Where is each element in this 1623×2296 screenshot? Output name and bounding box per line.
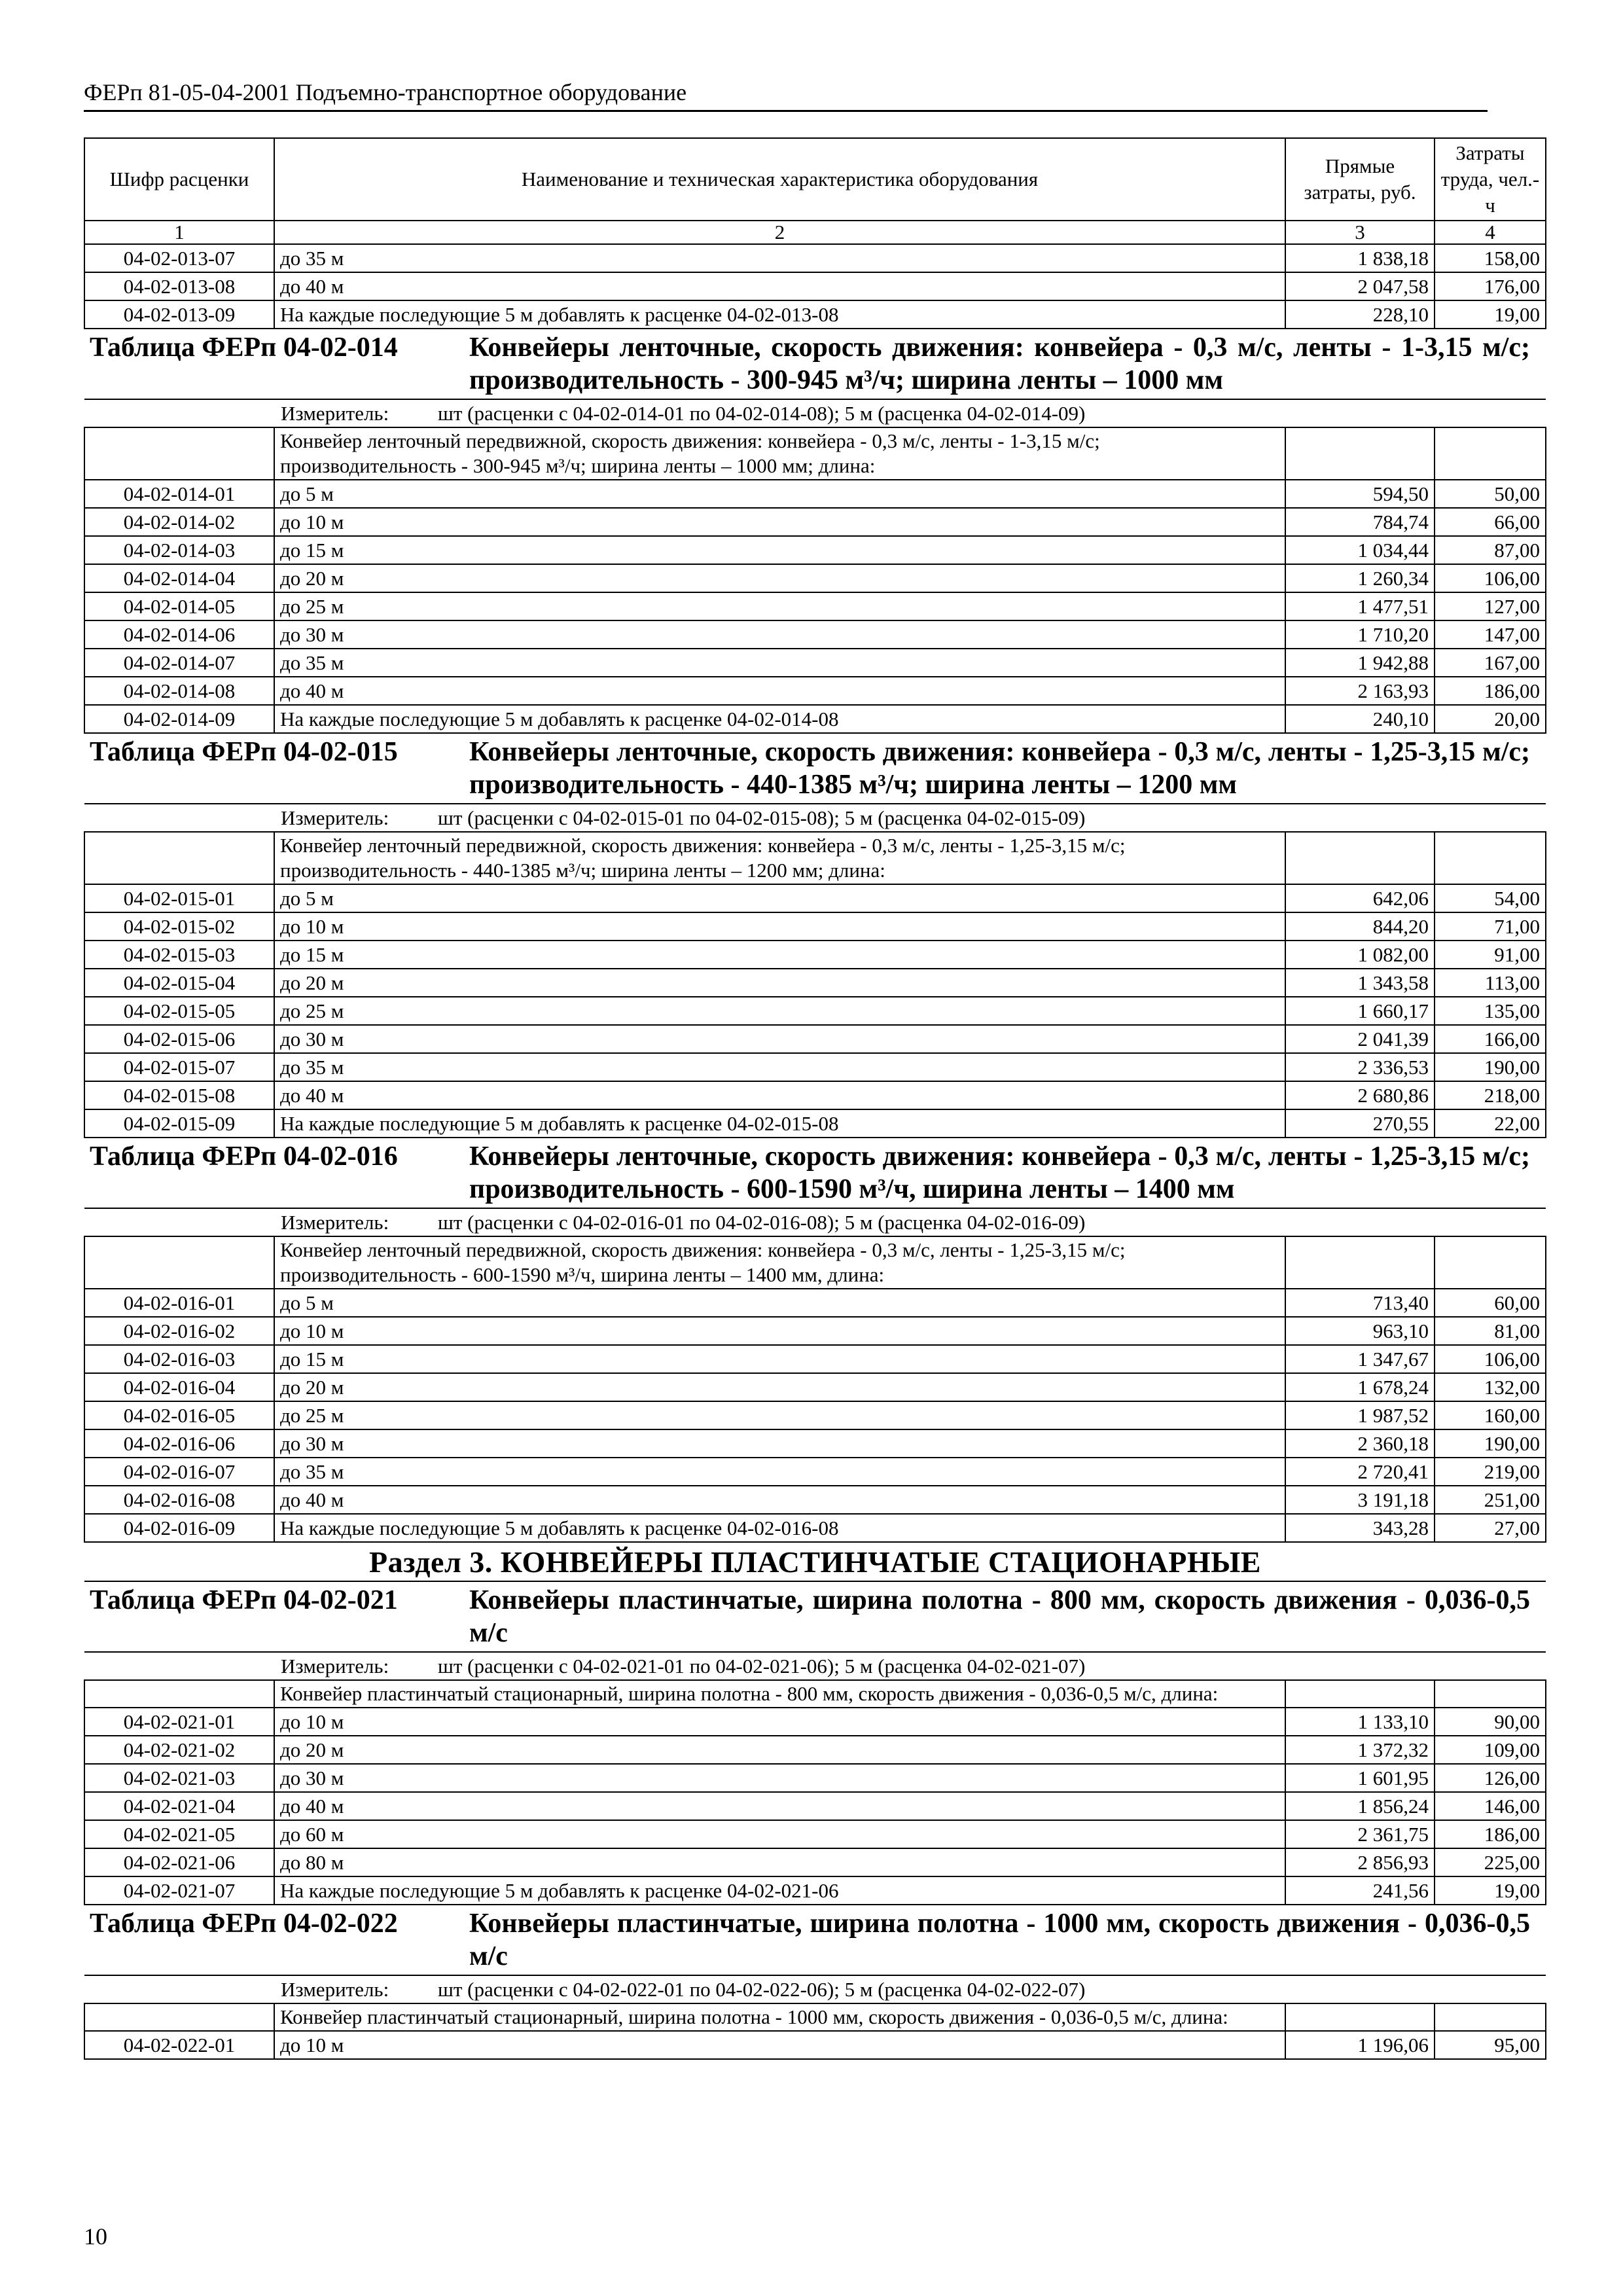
rate-code: 04-02-014-07 bbox=[84, 649, 274, 677]
table-title-row bbox=[84, 1581, 1546, 1652]
table-row bbox=[84, 1373, 1546, 1401]
labor-cost: 106,00 bbox=[1435, 564, 1546, 592]
running-header: ФЕРп 81-05-04-2001 Подъемно-транспортное оборудование bbox=[84, 77, 1488, 112]
labor-cost: 147,00 bbox=[1435, 620, 1546, 649]
measure-cell bbox=[84, 399, 1546, 427]
table-row bbox=[84, 969, 1546, 997]
measure-label: Измеритель: bbox=[281, 402, 389, 425]
labor-cost: 190,00 bbox=[1435, 1053, 1546, 1081]
direct-cost: 2 163,93 bbox=[1285, 677, 1435, 705]
measure-row bbox=[84, 1975, 1546, 2003]
table-row bbox=[84, 1429, 1546, 1458]
equipment-caption: Конвейер пластинчатый стационарный, ширина полотна - 800 мм, скорость движения - 0,036-0,5 м/с, длина: bbox=[274, 1680, 1285, 1708]
rate-code: 04-02-014-04 bbox=[84, 564, 274, 592]
equipment-caption: Конвейер пластинчатый стационарный, ширина полотна - 1000 мм, скорость движения - 0,036-0,5 м/с, длина: bbox=[274, 2003, 1285, 2031]
labor-cost: 186,00 bbox=[1435, 677, 1546, 705]
labor-cost: 71,00 bbox=[1435, 912, 1546, 941]
table-title: Конвейеры пластинчатые, ширина полотна - 1000 мм, скорость движения - 0,036-0,5 м/с bbox=[469, 1909, 1530, 1971]
labor-cost: 54,00 bbox=[1435, 884, 1546, 912]
direct-cost: 1 987,52 bbox=[1285, 1401, 1435, 1429]
labor-cost: 91,00 bbox=[1435, 941, 1546, 969]
table-title-row bbox=[84, 329, 1546, 399]
labor-cost: 160,00 bbox=[1435, 1401, 1546, 1429]
measure-cell bbox=[84, 1208, 1546, 1236]
measure-cell bbox=[84, 804, 1546, 832]
table-title: Конвейеры пластинчатые, ширина полотна - 800 мм, скорость движения - 0,036-0,5 м/с bbox=[469, 1585, 1530, 1648]
direct-cost: 1 260,34 bbox=[1285, 564, 1435, 592]
caption-empty-cell bbox=[84, 2003, 274, 2031]
table-row bbox=[84, 1053, 1546, 1081]
rate-code: 04-02-014-02 bbox=[84, 508, 274, 536]
table-row bbox=[84, 1514, 1546, 1542]
rate-description: до 20 м bbox=[274, 1373, 1285, 1401]
direct-cost: 1 196,06 bbox=[1285, 2031, 1435, 2059]
rate-description: до 10 м bbox=[274, 912, 1285, 941]
table-row bbox=[84, 677, 1546, 705]
rate-description: На каждые последующие 5 м добавлять к расценке 04-02-013-08 bbox=[274, 300, 1285, 329]
section-title: Раздел 3. КОНВЕЙЕРЫ ПЛАСТИНЧАТЫЕ СТАЦИОНАРНЫЕ bbox=[84, 1542, 1546, 1581]
caption-row bbox=[84, 427, 1546, 480]
column-number-row bbox=[84, 221, 1546, 244]
section-heading-row bbox=[84, 1542, 1546, 1581]
column-number-1: 1 bbox=[84, 221, 274, 244]
labor-cost: 132,00 bbox=[1435, 1373, 1546, 1401]
table-title-grid bbox=[90, 736, 1541, 801]
direct-cost: 2 856,93 bbox=[1285, 1848, 1435, 1876]
labor-cost: 19,00 bbox=[1435, 1876, 1546, 1905]
table-title-grid bbox=[90, 1140, 1541, 1206]
rate-description: до 20 м bbox=[274, 969, 1285, 997]
rate-code: 04-02-015-01 bbox=[84, 884, 274, 912]
direct-cost: 3 191,18 bbox=[1285, 1486, 1435, 1514]
rate-description: до 25 м bbox=[274, 592, 1285, 620]
measure-value: шт (расценки с 04-02-022-01 по 04-02-022-06); 5 м (расценка 04-02-022-07) bbox=[438, 1978, 1086, 2001]
rate-code: 04-02-015-08 bbox=[84, 1081, 274, 1109]
measure-row bbox=[84, 399, 1546, 427]
direct-cost: 963,10 bbox=[1285, 1317, 1435, 1345]
page-number: 10 bbox=[84, 2223, 107, 2250]
measure-row bbox=[84, 1652, 1546, 1680]
labor-cost: 126,00 bbox=[1435, 1764, 1546, 1792]
table-row bbox=[84, 1876, 1546, 1905]
measure-row bbox=[84, 1208, 1546, 1236]
table-row bbox=[84, 1289, 1546, 1317]
equipment-caption: Конвейер ленточный передвижной, скорость движения: конвейера - 0,3 м/с, ленты - 1,25-3,15 м/с; производительность - 440-1385 м³/ч; ширина ленты – 1200 мм; длина: bbox=[274, 832, 1285, 884]
rate-description: до 30 м bbox=[274, 1429, 1285, 1458]
column-header-name: Наименование и техническая характеристика оборудования bbox=[274, 138, 1285, 221]
rate-code: 04-02-021-01 bbox=[84, 1708, 274, 1736]
table-row bbox=[84, 1764, 1546, 1792]
rate-code: 04-02-016-02 bbox=[84, 1317, 274, 1345]
rate-code: 04-02-015-05 bbox=[84, 997, 274, 1025]
labor-cost: 146,00 bbox=[1435, 1792, 1546, 1820]
direct-cost: 1 856,24 bbox=[1285, 1792, 1435, 1820]
direct-cost: 240,10 bbox=[1285, 705, 1435, 733]
table-title: Конвейеры ленточные, скорость движения: конвейера - 0,3 м/с, ленты - 1-3,15 м/с; производительность - 300-945 м³/ч; ширина ленты – 1000 мм bbox=[469, 332, 1530, 395]
labor-cost: 90,00 bbox=[1435, 1708, 1546, 1736]
rate-description: до 10 м bbox=[274, 2031, 1285, 2059]
table-row bbox=[84, 1025, 1546, 1053]
caption-row bbox=[84, 832, 1546, 884]
table-title-cell bbox=[84, 1905, 1546, 1975]
labor-cost: 20,00 bbox=[1435, 705, 1546, 733]
rate-description: до 10 м bbox=[274, 1317, 1285, 1345]
rate-description: до 30 м bbox=[274, 1025, 1285, 1053]
labor-cost: 66,00 bbox=[1435, 508, 1546, 536]
direct-cost: 2 360,18 bbox=[1285, 1429, 1435, 1458]
caption-empty-cell bbox=[1285, 1236, 1435, 1289]
direct-cost: 1 034,44 bbox=[1285, 536, 1435, 564]
measure-cell bbox=[84, 1975, 1546, 2003]
direct-cost: 241,56 bbox=[1285, 1876, 1435, 1905]
rate-code: 04-02-022-01 bbox=[84, 2031, 274, 2059]
direct-cost: 1 710,20 bbox=[1285, 620, 1435, 649]
direct-cost: 784,74 bbox=[1285, 508, 1435, 536]
rate-description: до 15 м bbox=[274, 536, 1285, 564]
table-row bbox=[84, 1792, 1546, 1820]
labor-cost: 218,00 bbox=[1435, 1081, 1546, 1109]
table-name: Таблица ФЕРп 04-02-015 bbox=[90, 737, 398, 767]
table-row bbox=[84, 272, 1546, 300]
measure-label: Измеритель: bbox=[281, 1655, 389, 1677]
equipment-caption: Конвейер ленточный передвижной, скорость движения: конвейера - 0,3 м/с, ленты - 1,25-3,15 м/с; производительность - 600-1590 м³/ч, ширина ленты – 1400 мм, длина: bbox=[274, 1236, 1285, 1289]
labor-cost: 106,00 bbox=[1435, 1345, 1546, 1373]
direct-cost: 1 343,58 bbox=[1285, 969, 1435, 997]
table-row bbox=[84, 1401, 1546, 1429]
rate-description: до 40 м bbox=[274, 677, 1285, 705]
table-row bbox=[84, 1345, 1546, 1373]
table-row bbox=[84, 997, 1546, 1025]
table-title-cell bbox=[84, 329, 1546, 399]
rate-description: до 20 м bbox=[274, 1736, 1285, 1764]
caption-empty-cell bbox=[1435, 1236, 1546, 1289]
table-name: Таблица ФЕРп 04-02-022 bbox=[90, 1909, 398, 1939]
rate-code: 04-02-021-02 bbox=[84, 1736, 274, 1764]
direct-cost: 1 660,17 bbox=[1285, 997, 1435, 1025]
rate-code: 04-02-021-04 bbox=[84, 1792, 274, 1820]
rate-description: На каждые последующие 5 м добавлять к расценке 04-02-015-08 bbox=[274, 1109, 1285, 1138]
table-name: Таблица ФЕРп 04-02-014 bbox=[90, 332, 398, 363]
table-row bbox=[84, 620, 1546, 649]
direct-cost: 1 838,18 bbox=[1285, 244, 1435, 272]
rate-description: На каждые последующие 5 м добавлять к расценке 04-02-016-08 bbox=[274, 1514, 1285, 1542]
rate-description: до 35 м bbox=[274, 1458, 1285, 1486]
rate-description: до 15 м bbox=[274, 941, 1285, 969]
rate-description: до 35 м bbox=[274, 649, 1285, 677]
rate-description: до 15 м bbox=[274, 1345, 1285, 1373]
table-row bbox=[84, 1820, 1546, 1848]
rate-code: 04-02-014-03 bbox=[84, 536, 274, 564]
column-number-4: 4 bbox=[1435, 221, 1546, 244]
table-row bbox=[84, 508, 1546, 536]
rate-code: 04-02-015-07 bbox=[84, 1053, 274, 1081]
table-title-grid bbox=[90, 1584, 1541, 1649]
labor-cost: 50,00 bbox=[1435, 480, 1546, 508]
labor-cost: 19,00 bbox=[1435, 300, 1546, 329]
rate-code: 04-02-014-01 bbox=[84, 480, 274, 508]
direct-cost: 228,10 bbox=[1285, 300, 1435, 329]
rate-description: до 40 м bbox=[274, 1081, 1285, 1109]
table-title-grid bbox=[90, 331, 1541, 397]
table-row bbox=[84, 592, 1546, 620]
rate-code: 04-02-021-05 bbox=[84, 1820, 274, 1848]
labor-cost: 166,00 bbox=[1435, 1025, 1546, 1053]
rate-description: до 10 м bbox=[274, 508, 1285, 536]
rate-description: до 10 м bbox=[274, 1708, 1285, 1736]
column-header-labor: Затраты труда, чел.-ч bbox=[1435, 138, 1546, 221]
table-row bbox=[84, 649, 1546, 677]
caption-empty-cell bbox=[84, 832, 274, 884]
rate-code: 04-02-014-08 bbox=[84, 677, 274, 705]
direct-cost: 844,20 bbox=[1285, 912, 1435, 941]
labor-cost: 113,00 bbox=[1435, 969, 1546, 997]
column-header-code: Шифр расценки bbox=[84, 138, 274, 221]
direct-cost: 1 133,10 bbox=[1285, 1708, 1435, 1736]
table-row bbox=[84, 480, 1546, 508]
rate-description: до 60 м bbox=[274, 1820, 1285, 1848]
column-number-3: 3 bbox=[1285, 221, 1435, 244]
rate-code: 04-02-013-09 bbox=[84, 300, 274, 329]
measure-label: Измеритель: bbox=[281, 806, 389, 829]
rate-code: 04-02-013-07 bbox=[84, 244, 274, 272]
direct-cost: 2 336,53 bbox=[1285, 1053, 1435, 1081]
table-row bbox=[84, 941, 1546, 969]
rate-code: 04-02-016-04 bbox=[84, 1373, 274, 1401]
rate-code: 04-02-021-03 bbox=[84, 1764, 274, 1792]
table-row bbox=[84, 1317, 1546, 1345]
equipment-caption: Конвейер ленточный передвижной, скорость движения: конвейера - 0,3 м/с, ленты - 1-3,15 м/с; производительность - 300-945 м³/ч; ширина ленты – 1000 мм; длина: bbox=[274, 427, 1285, 480]
direct-cost: 2 680,86 bbox=[1285, 1081, 1435, 1109]
labor-cost: 176,00 bbox=[1435, 272, 1546, 300]
table-title-grid bbox=[90, 1907, 1541, 1973]
rate-code: 04-02-014-06 bbox=[84, 620, 274, 649]
table-name: Таблица ФЕРп 04-02-016 bbox=[90, 1141, 398, 1172]
table-title-cell bbox=[84, 1581, 1546, 1652]
rate-code: 04-02-013-08 bbox=[84, 272, 274, 300]
labor-cost: 186,00 bbox=[1435, 1820, 1546, 1848]
labor-cost: 22,00 bbox=[1435, 1109, 1546, 1138]
table-row bbox=[84, 912, 1546, 941]
direct-cost: 642,06 bbox=[1285, 884, 1435, 912]
labor-cost: 81,00 bbox=[1435, 1317, 1546, 1345]
table-row bbox=[84, 705, 1546, 733]
labor-cost: 167,00 bbox=[1435, 649, 1546, 677]
caption-empty-cell bbox=[1285, 427, 1435, 480]
rate-description: На каждые последующие 5 м добавлять к расценке 04-02-014-08 bbox=[274, 705, 1285, 733]
table-row bbox=[84, 1708, 1546, 1736]
labor-cost: 251,00 bbox=[1435, 1486, 1546, 1514]
rate-code: 04-02-014-09 bbox=[84, 705, 274, 733]
caption-empty-cell bbox=[84, 1680, 274, 1708]
rate-description: до 40 м bbox=[274, 1486, 1285, 1514]
table-title-row bbox=[84, 1905, 1546, 1975]
price-table-body bbox=[84, 138, 1546, 2059]
rate-description: до 20 м bbox=[274, 564, 1285, 592]
labor-cost: 135,00 bbox=[1435, 997, 1546, 1025]
measure-label: Измеритель: bbox=[281, 1978, 389, 2001]
rate-code: 04-02-014-05 bbox=[84, 592, 274, 620]
rate-description: до 35 м bbox=[274, 244, 1285, 272]
measure-cell bbox=[84, 1652, 1546, 1680]
caption-empty-cell bbox=[1435, 832, 1546, 884]
rate-description: до 40 м bbox=[274, 1792, 1285, 1820]
caption-empty-cell bbox=[1435, 427, 1546, 480]
labor-cost: 95,00 bbox=[1435, 2031, 1546, 2059]
direct-cost: 1 347,67 bbox=[1285, 1345, 1435, 1373]
measure-value: шт (расценки с 04-02-015-01 по 04-02-015-08); 5 м (расценка 04-02-015-09) bbox=[438, 806, 1086, 829]
table-row bbox=[84, 2031, 1546, 2059]
rate-code: 04-02-015-02 bbox=[84, 912, 274, 941]
table-title-row bbox=[84, 1138, 1546, 1208]
measure-value: шт (расценки с 04-02-021-01 по 04-02-021-06); 5 м (расценка 04-02-021-07) bbox=[438, 1655, 1086, 1677]
table-row bbox=[84, 536, 1546, 564]
caption-row bbox=[84, 2003, 1546, 2031]
rate-code: 04-02-016-05 bbox=[84, 1401, 274, 1429]
caption-empty-cell bbox=[1285, 832, 1435, 884]
direct-cost: 594,50 bbox=[1285, 480, 1435, 508]
rate-code: 04-02-016-07 bbox=[84, 1458, 274, 1486]
caption-empty-cell bbox=[1285, 1680, 1435, 1708]
price-table bbox=[84, 137, 1546, 2060]
rate-description: до 5 м bbox=[274, 1289, 1285, 1317]
measure-value: шт (расценки с 04-02-014-01 по 04-02-014-08); 5 м (расценка 04-02-014-09) bbox=[438, 402, 1086, 425]
caption-empty-cell bbox=[1435, 2003, 1546, 2031]
labor-cost: 127,00 bbox=[1435, 592, 1546, 620]
labor-cost: 158,00 bbox=[1435, 244, 1546, 272]
labor-cost: 27,00 bbox=[1435, 1514, 1546, 1542]
labor-cost: 219,00 bbox=[1435, 1458, 1546, 1486]
labor-cost: 87,00 bbox=[1435, 536, 1546, 564]
table-title-cell bbox=[84, 733, 1546, 804]
caption-empty-cell bbox=[1435, 1680, 1546, 1708]
direct-cost: 343,28 bbox=[1285, 1514, 1435, 1542]
rate-code: 04-02-016-08 bbox=[84, 1486, 274, 1514]
rate-description: до 40 м bbox=[274, 272, 1285, 300]
direct-cost: 2 047,58 bbox=[1285, 272, 1435, 300]
direct-cost: 2 361,75 bbox=[1285, 1820, 1435, 1848]
table-row bbox=[84, 564, 1546, 592]
table-row bbox=[84, 884, 1546, 912]
rate-code: 04-02-015-03 bbox=[84, 941, 274, 969]
rate-description: до 25 м bbox=[274, 1401, 1285, 1429]
labor-cost: 190,00 bbox=[1435, 1429, 1546, 1458]
rate-description: На каждые последующие 5 м добавлять к расценке 04-02-021-06 bbox=[274, 1876, 1285, 1905]
rate-code: 04-02-015-04 bbox=[84, 969, 274, 997]
table-title-row bbox=[84, 733, 1546, 804]
table-row bbox=[84, 1848, 1546, 1876]
rate-description: до 5 м bbox=[274, 884, 1285, 912]
measure-value: шт (расценки с 04-02-016-01 по 04-02-016-08); 5 м (расценка 04-02-016-09) bbox=[438, 1211, 1086, 1234]
direct-cost: 1 477,51 bbox=[1285, 592, 1435, 620]
rate-code: 04-02-015-09 bbox=[84, 1109, 274, 1138]
rate-code: 04-02-015-06 bbox=[84, 1025, 274, 1053]
rate-code: 04-02-016-01 bbox=[84, 1289, 274, 1317]
table-name: Таблица ФЕРп 04-02-021 bbox=[90, 1585, 398, 1615]
rate-code: 04-02-021-06 bbox=[84, 1848, 274, 1876]
table-title: Конвейеры ленточные, скорость движения: конвейера - 0,3 м/с, ленты - 1,25-3,15 м/с; производительность - 600-1590 м³/ч, ширина ленты – 1400 мм bbox=[469, 1141, 1530, 1204]
labor-cost: 109,00 bbox=[1435, 1736, 1546, 1764]
labor-cost: 225,00 bbox=[1435, 1848, 1546, 1876]
table-row bbox=[84, 1736, 1546, 1764]
column-header-cost: Прямые затраты, руб. bbox=[1285, 138, 1435, 221]
direct-cost: 1 942,88 bbox=[1285, 649, 1435, 677]
rate-description: до 80 м bbox=[274, 1848, 1285, 1876]
direct-cost: 1 372,32 bbox=[1285, 1736, 1435, 1764]
rate-code: 04-02-016-03 bbox=[84, 1345, 274, 1373]
direct-cost: 713,40 bbox=[1285, 1289, 1435, 1317]
table-row bbox=[84, 1109, 1546, 1138]
direct-cost: 1 082,00 bbox=[1285, 941, 1435, 969]
rate-description: до 35 м bbox=[274, 1053, 1285, 1081]
rate-description: до 30 м bbox=[274, 620, 1285, 649]
column-number-2: 2 bbox=[274, 221, 1285, 244]
table-title: Конвейеры ленточные, скорость движения: конвейера - 0,3 м/с, ленты - 1,25-3,15 м/с; производительность - 440-1385 м³/ч; ширина ленты – 1200 мм bbox=[469, 737, 1530, 800]
caption-empty-cell bbox=[84, 427, 274, 480]
direct-cost: 1 678,24 bbox=[1285, 1373, 1435, 1401]
table-title-cell bbox=[84, 1138, 1546, 1208]
rate-description: до 30 м bbox=[274, 1764, 1285, 1792]
measure-row bbox=[84, 804, 1546, 832]
direct-cost: 1 601,95 bbox=[1285, 1764, 1435, 1792]
direct-cost: 2 041,39 bbox=[1285, 1025, 1435, 1053]
table-row bbox=[84, 300, 1546, 329]
table-row bbox=[84, 1081, 1546, 1109]
direct-cost: 2 720,41 bbox=[1285, 1458, 1435, 1486]
table-row bbox=[84, 1486, 1546, 1514]
direct-cost: 270,55 bbox=[1285, 1109, 1435, 1138]
measure-label: Измеритель: bbox=[281, 1211, 389, 1234]
caption-empty-cell bbox=[84, 1236, 274, 1289]
rate-code: 04-02-016-06 bbox=[84, 1429, 274, 1458]
caption-row bbox=[84, 1236, 1546, 1289]
labor-cost: 60,00 bbox=[1435, 1289, 1546, 1317]
column-header-row bbox=[84, 138, 1546, 221]
rate-description: до 25 м bbox=[274, 997, 1285, 1025]
table-row bbox=[84, 1458, 1546, 1486]
caption-empty-cell bbox=[1285, 2003, 1435, 2031]
table-row bbox=[84, 244, 1546, 272]
rate-code: 04-02-016-09 bbox=[84, 1514, 274, 1542]
rate-code: 04-02-021-07 bbox=[84, 1876, 274, 1905]
rate-description: до 5 м bbox=[274, 480, 1285, 508]
caption-row bbox=[84, 1680, 1546, 1708]
